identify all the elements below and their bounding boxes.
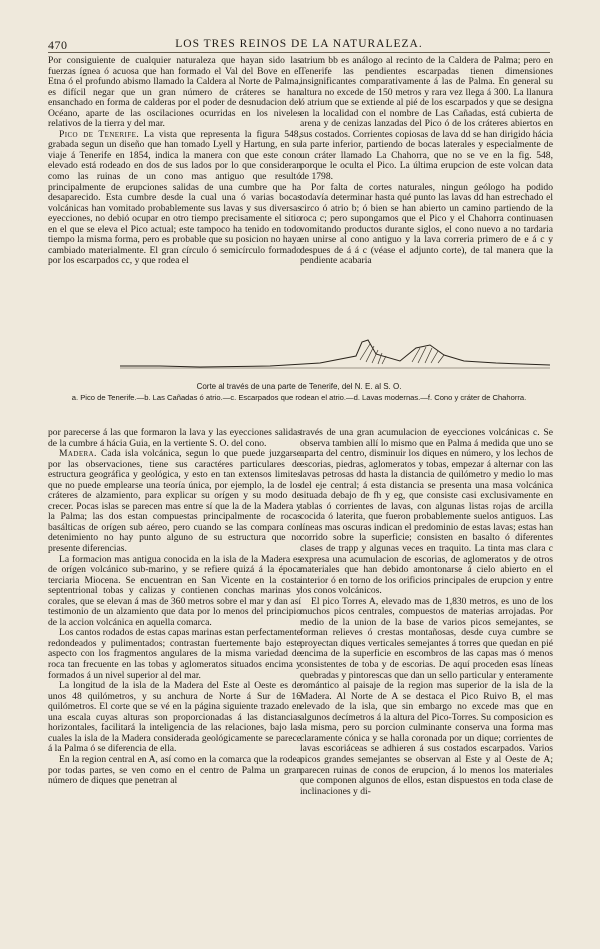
paragraph-text: La longitud de la isla de la Madera del Este al Oeste es de unos 48 quilómetros, y su anchura de Norte á Sur de 16 quilómetros. El corte que se vé en la página siguiente trazado en una escala cuyas alturas son proporcionadas á las distancias horizontales, facilitará la inteligencia de las relaciones, bajo las cuales la isla de la Madera considerada geológicamente se parece á la Palma ó se diferencia de ella.: [48, 680, 301, 755]
paragraph-text: Los cantos rodados de estas capas marinas estan perfectamente redondeados y pulimentados; contrastan fuertemente bajo este aspecto con los fragmentos angulares de la misma variedad de roca tan frecuente en las tobas y aglomeratos situados encima y formados á un nivel superior al del mar.: [48, 627, 301, 681]
paragraph-text: atrium bb es análogo al recinto de la Caldera de Palma; pero en Tenerife las pendientes escarpadas tienen dimensiones insignificantes comparativamente á las de Palma. En general su altura no excede de 150 metros y rara vez llega á 300. La llanura ó atrium que se extiende al pié de los escarpados y que se designa en la localidad con el nombre de Las Cañadas, está cubierta de arena y de cenizas lanzadas del Pico ó de los cráteres abiertos en sus costados. Corrientes copiosas de lava dd se han dirigido hácia la parte inferior, partiendo de bocas laterales y especialmente de un cráter llamado La Chahorra, que no se ve en la fig. 548, porque le oculta el Pico. La última erupcion de este volcan data de 1798.: [300, 56, 553, 183]
paragraph-heading: Pico de Tenerife.: [59, 128, 140, 140]
paragraph: [48, 555, 301, 629]
paragraph-text: La vista que representa la figura 548, grabada segun un diseño que han tomado Lyell y Hartung, en su viaje á Tenerife en 1854, indica la manera con que este cono elevado está rodeado en dos de sus lados por lo que consideran como las ruinas de un cono mas antiguo que resultó principalmente de erupciones salidas de una cumbre que ha desaparecido. Esta cumbre desde la cual una ó varias bocas volcánicas han vomitado probablemente sus lavas y sus diversas eyecciones, no debió ocupar en otro tiempo precisamente el sitio en el que se eleva el Pico actual; este tampoco ha tenido en todo tiempo la misma forma, pero es probable que su posicion no haya cambiado materialmente. El gran círculo ó semicírculo formado por los escarpados cc, y que rodea el: [48, 128, 301, 267]
column-right-bottom: [300, 428, 553, 940]
profile-line: [120, 340, 550, 367]
tenerife-cross-section-figure: [120, 336, 550, 372]
paragraph: [48, 449, 301, 554]
paragraph: [300, 183, 553, 267]
figure-caption-legend: a. Pico de Tenerife.—b. Las Cañadas ó atrio.—c. Escarpados que rodean el atrio.—d. Lavas modernas.—f. Cono y cráter de Chahorra.: [71, 393, 527, 402]
running-title: LOS TRES REINOS DE LA NATURALEZA.: [175, 38, 423, 50]
paragraph-text: Cada isla volcánica, segun lo que puede juzgarse por las observaciones, tiene sus caractéres particulares de estructura geográfica y geológica, y esto en tan extensos limites que no puede emplearse una teoría única, por ejemplo, la de los cráteres de alzamiento, para explicar su orígen y su modo de crecer. Pocas islas se parecen mas entre sí que la de la Madera y la Palma; las dos estan compuestas principalmente de rocas basálticas de orígen sub aéreo, pero cuando se las compara con detenimiento no hay punto alguno de su estructura que no presente diferencias.: [48, 448, 301, 555]
paragraph: [48, 681, 301, 755]
paragraph-text: La formacion mas antigua conocida en la isla de la Madera es de orígen volcánico sub-marino, y se refiere quizá á la época terciaria Miocena. Se encuentran en San Vicente en la costa septentrional tobas y calizas y contienen conchas marinas y corales, que se elevan á mas de 360 metros sobre el mar y dan así testimonio de un alzamiento que data por lo menos del principio de la accion volcánica en aquella comarca.: [48, 553, 301, 628]
paragraph-text: través de una gran acumulacion de eyecciones volcánicas c. Se observa tambien allí lo mismo que en Palma á medida que uno se aparta del centro, disminuir los diques en número, y los lechos de escorias, piedras, aglomeratos y tobas, empezar á alternar con las lavas petrosas dd hasta la distancia de quilómetro y medio lo mas del eje central; á esta distancia se presenta una masa volcánica situada debajo de fh y eg, que consiste casi exclusivamente en tablas ó corrientes de lavas, con algunas listas rojas de arcilla cocida ó laterita, que fueron probablemente suelos antiguos. Las líneas mas oscuras indican el predominio de estas lavas; estas han corrido sobre la superficie; consisten en basalto ó diferentes clases de trapp y algunas veces en traquito. La tinta mas clara c expresa una acumulacion de escorias, de aglomeratos y de otros materiales que han debido amontonarse á cielo abierto en el interior ó en torno de los orificios principales de erupcion y entre los conos volcánicos.: [300, 428, 553, 597]
paragraph-heading: Madera.: [59, 448, 97, 460]
page-header: [48, 38, 550, 53]
paragraph: [300, 428, 553, 597]
paragraph-text: Por falta de cortes naturales, ningun geólogo ha podido todavía determinar hasta qué punto las lavas dd han estrechado el circo ó atrio b; ó bien se han abierto un camino partiendo de la roca c; pero supongamos que el Pico y el Chahorra continuasen vomitando productos durante siglos, el cono nuevo a no tardaria en unirse al cono antiguo y la lava correria primero de e á c y despues de á á c (véase el adjunto corte), de tal manera que la pendiente acabaria: [300, 181, 553, 267]
paragraph: [48, 130, 301, 267]
page-number: 470: [48, 38, 68, 52]
column-left-bottom: [48, 428, 301, 940]
paragraph-text: Por consiguiente de cualquier naturaleza que hayan sido las fuerzas ígnea ó acuosa que han formado el Val del Bove en el Etna ó el profundo abismo llamado la Caldera al Norte de Palma, es difícil negar que un gran número de cráteres se han ensanchado en forma de calderas por el poder de desnudacion del Océano, aparte de las oscilaciones ocurridas en los niveles relativos de la tierra y del mar.: [48, 56, 301, 130]
paragraph: [48, 628, 301, 681]
paragraph: [300, 597, 553, 797]
paragraph: [48, 56, 301, 130]
paragraph-text: En la region central en A, así como en la comarca que la rodea por todas partes, se ven como en el centro de Palma un gran número de diques que penetran al: [48, 753, 301, 787]
figure-caption-title: Corte al través de una parte de Tenerife, del N. E. al S. O.: [196, 382, 402, 391]
paragraph: [300, 56, 553, 183]
paragraph: [48, 428, 301, 449]
paragraph-text: El pico Torres A, elevado mas de 1,830 metros, es uno de los muchos picos centrales, compuestos de materias arrojadas. Por medio de la union de la base de varios picos semejantes, se forman relieves ó crestas montañosas, desde cuya cumbre se proyectan diques verticales semejantes á torres que quedan en pié encima de la superficie en escombros de las capas mas ó menos consistentes de toba y de escorias. De aquí proceden esas líneas quebradas y pintorescas que dan un sello particular y enteramente romántico al paisaje de la region mas superior de la isla de la Madera. Al Norte de A se destaca el Pico Ruivo B, el mas elevado de la isla, que sin embargo no excede mas que en algunos decímetros á la altura del Pico-Torres. Su composicion es la misma, pero su porcion culminante conserva una forma mas claramente cónica y se halla coronada por un dique; corrientes de lavas escoriáceas se adhieren á sus costados escarpados. Varios picos grandes semejantes se observan al Este y al Oeste de A; parecen ruinas de conos de erupcion, á lo menos los materiales que componen algunos de ellos, estan dispuestos en toda clase de inclinaciones y di-: [300, 595, 553, 797]
paragraph: [48, 755, 301, 787]
lava-hatching: [360, 344, 444, 364]
paragraph-text: por parecerse á las que formaron la lava y las eyecciones salidas de la cumbre á hácia Guia, en la vertiente S. O. del cono.: [48, 428, 301, 449]
